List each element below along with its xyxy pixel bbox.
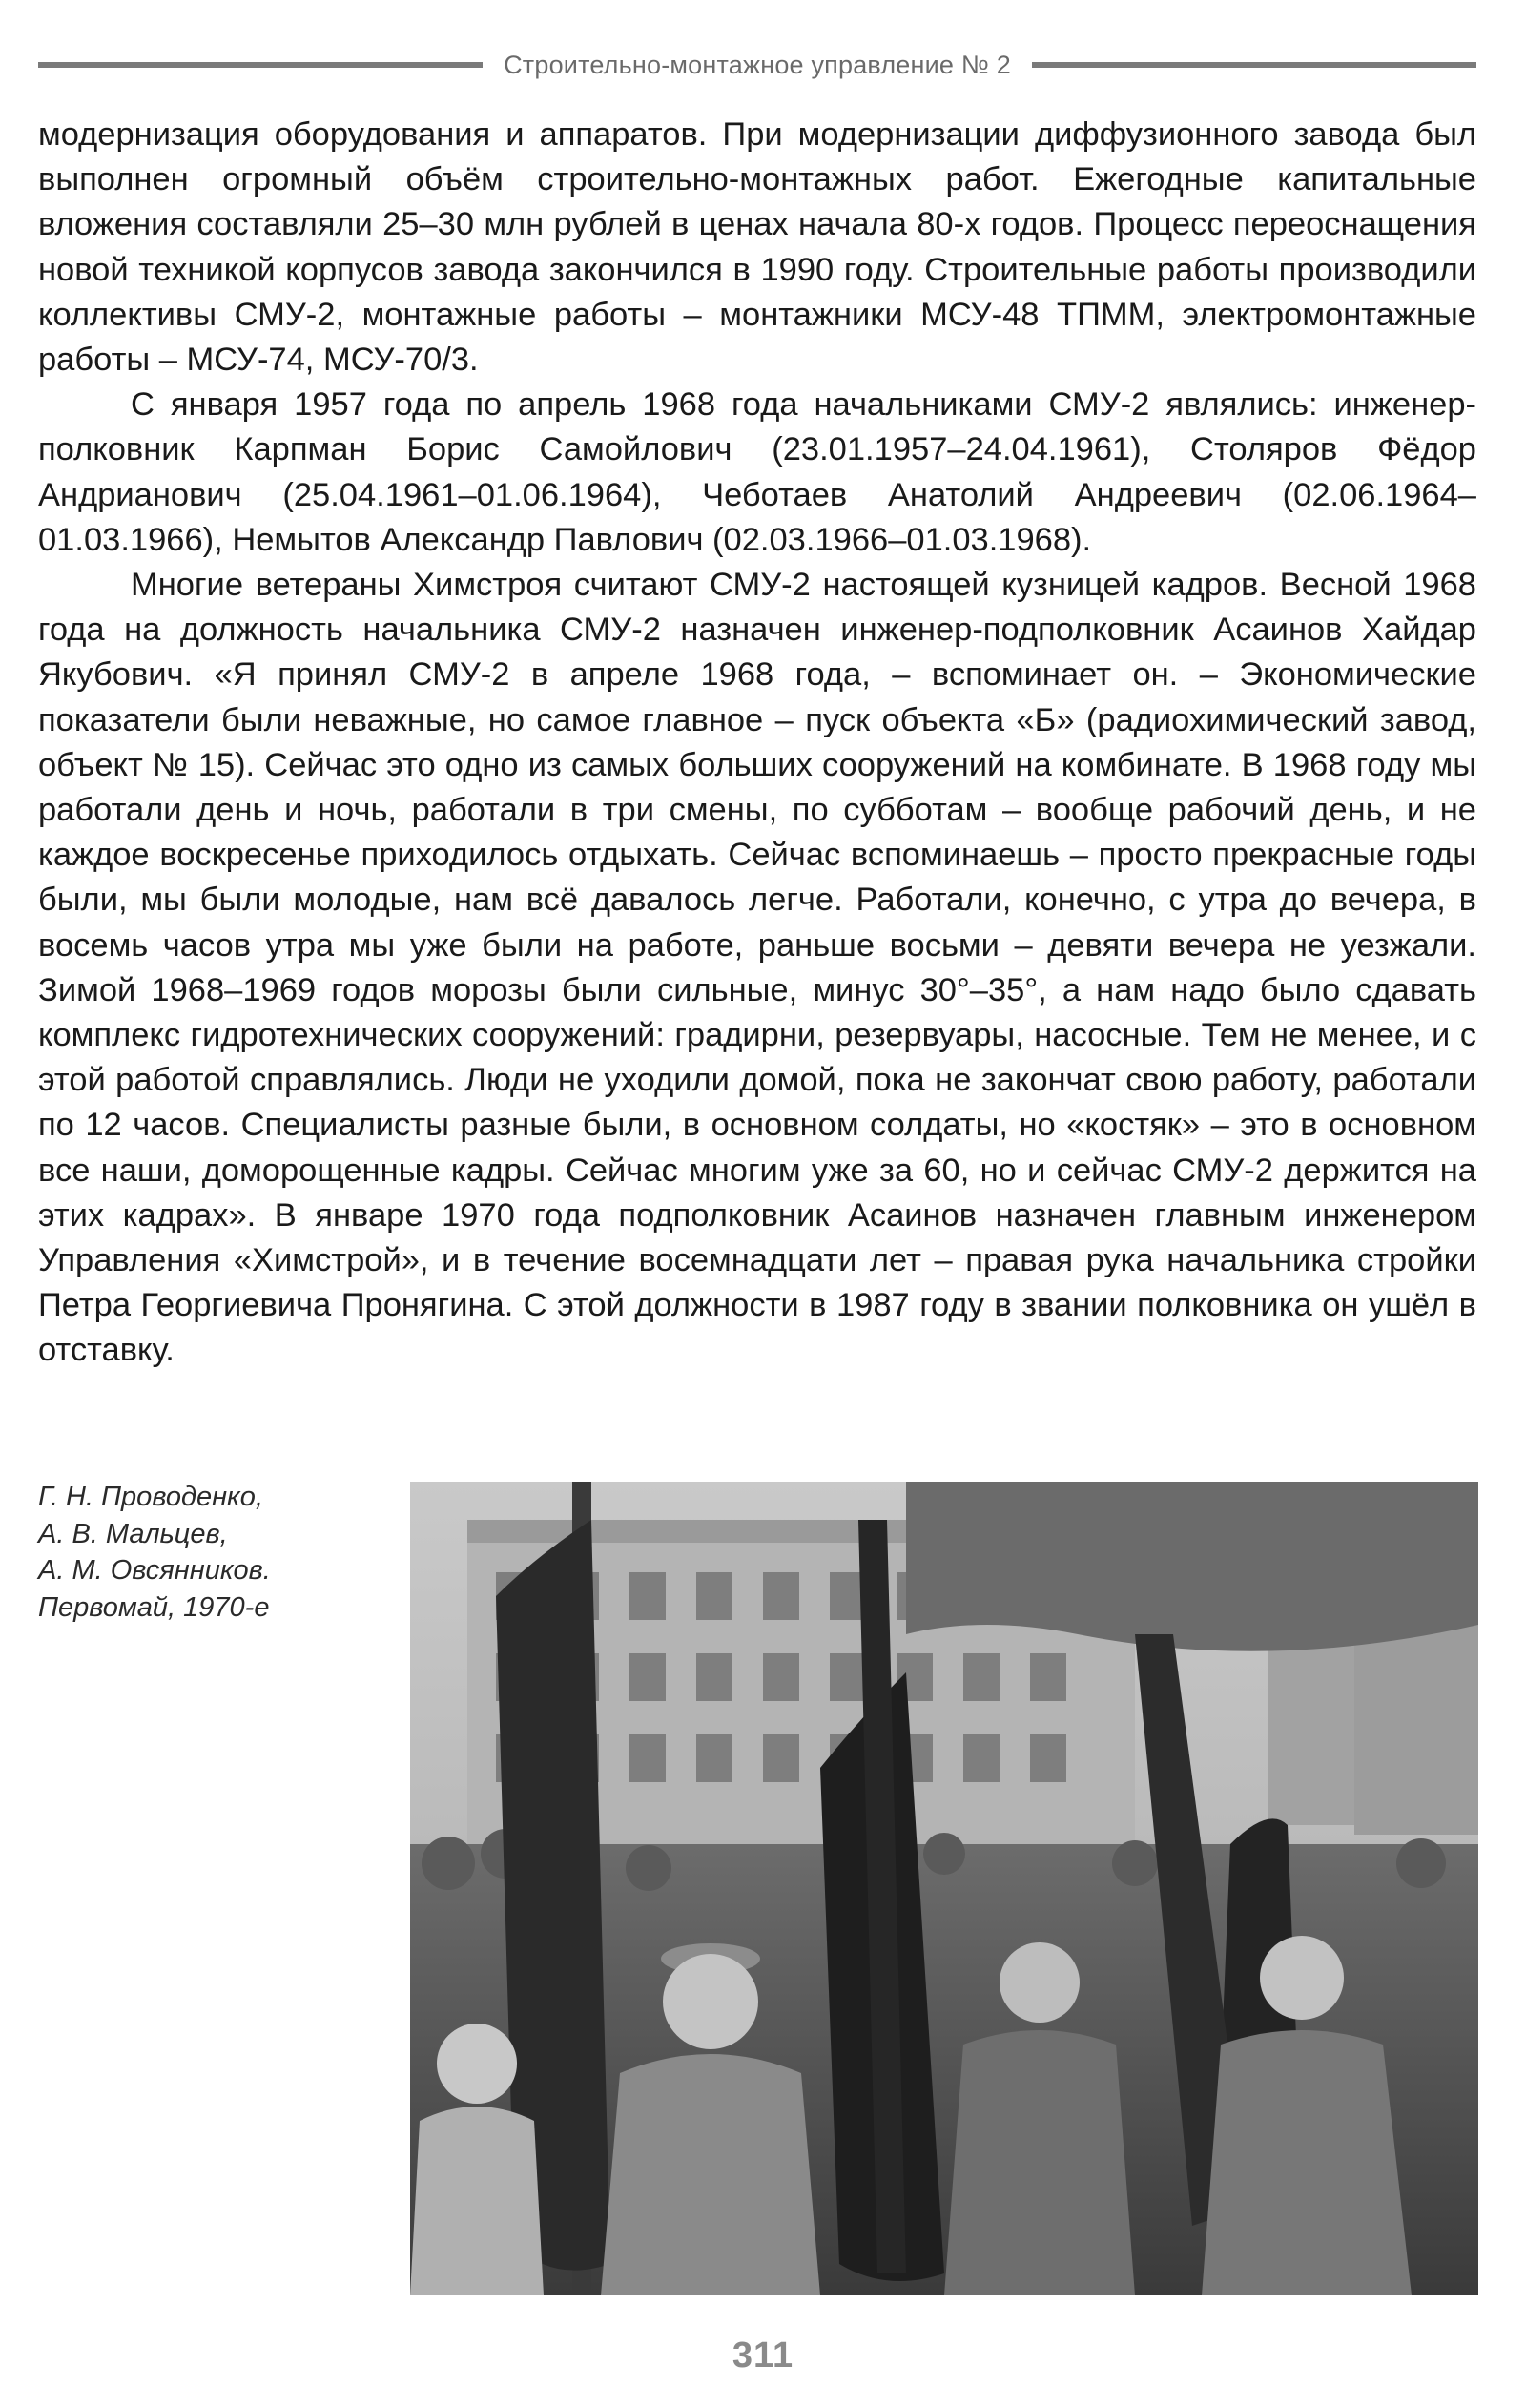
caption-line-1: Г. Н. Проводенко, [38, 1482, 263, 1512]
header-rule-left [38, 62, 483, 68]
caption-line-2: А. В. Мальцев, [38, 1518, 228, 1549]
photo-caption [38, 1479, 362, 1626]
running-header [38, 46, 1476, 84]
caption-line-4: Первомай, 1970-е [38, 1591, 270, 1623]
archival-photo [410, 1482, 1478, 2295]
header-rule-right [1032, 62, 1476, 68]
header-title: Строительно-монтажное управление № 2 [504, 50, 1011, 79]
caption-line-3: А. М. Овсянников. [38, 1555, 271, 1586]
page-number: 311 [732, 2335, 794, 2376]
paragraph-2: С января 1957 года по апрель 1968 года начальниками СМУ-2 являлись: инженер-полковник Карпман Борис Самойлович (23.01.1957–24.04.1961), Столяров Фёдор Андрианович (25.04.1961–01.06.1964), Чеботаев Анатолий Андреевич (02.06.1964–01.03.1966), Немытов Александр Павлович (02.03.1966–01.03.1968). [38, 386, 1476, 558]
paragraph-1: модернизация оборудования и аппаратов. При модернизации диффузионного завода был выполнен огромный объём строительно-монтажных работ. Ежегодные капитальные вложения составляли 25–30 млн рублей в ценах начала 80-х годов. Процесс переоснащения новой техникой корпусов завода закончился в 1990 году. Строительные работы производили коллективы СМУ-2, монтажные работы – монтажники МСУ-48 ТПММ, электромонтажные работы – МСУ-74, МСУ-70/3. [38, 116, 1476, 379]
article-body [38, 113, 1476, 1374]
photo-illustration [410, 1482, 1478, 2295]
paragraph-3: Многие ветераны Химстроя считают СМУ-2 настоящей кузницей кадров. Весной 1968 года на должность начальника СМУ-2 назначен инженер-подполковник Асаинов Хайдар Якубович. «Я принял СМУ-2 в апреле 1968 года, – вспоминает он. – Экономические показатели были неважные, но самое главное – пуск объекта «Б» (радиохимический завод, объект № 15). Сейчас это одно из самых больших сооружений на комбинате. В 1968 году мы работали день и ночь, работали в три смены, по субботам – вообще рабочий день, и не каждое воскресенье приходилось отдыхать. Сейчас вспоминаешь – просто прекрасные годы были, мы были молодые, нам всё давалось легче. Работали, конечно, с утра до вечера, в восемь часов утра мы уже были на работе, раньше восьми – девяти вечера не уезжали. Зимой 1968–1969 годов морозы были сильные, минус 30°–35°, а нам надо было сдавать комплекс гидротехнических сооружений: градирни, резервуары, насосные. Тем не менее, и с этой работой справлялись. Люди не уходили домой, пока не закончат свою работу, работали по 12 часов. Специалисты разные были, в основном солдаты, но «костяк» – это в основном все наши, доморощенные кадры. Сейчас многим уже за 60, но и сейчас СМУ-2 держится на этих кадрах». В январе 1970 года подполковник Асаинов назначен главным инженером Управления «Химстрой», и в течение восемнадцати лет – правая рука начальника стройки Петра Георгиевича Пронягина. С этой должности в 1987 году в звании полковника он ушёл в отставку. [38, 567, 1476, 1369]
